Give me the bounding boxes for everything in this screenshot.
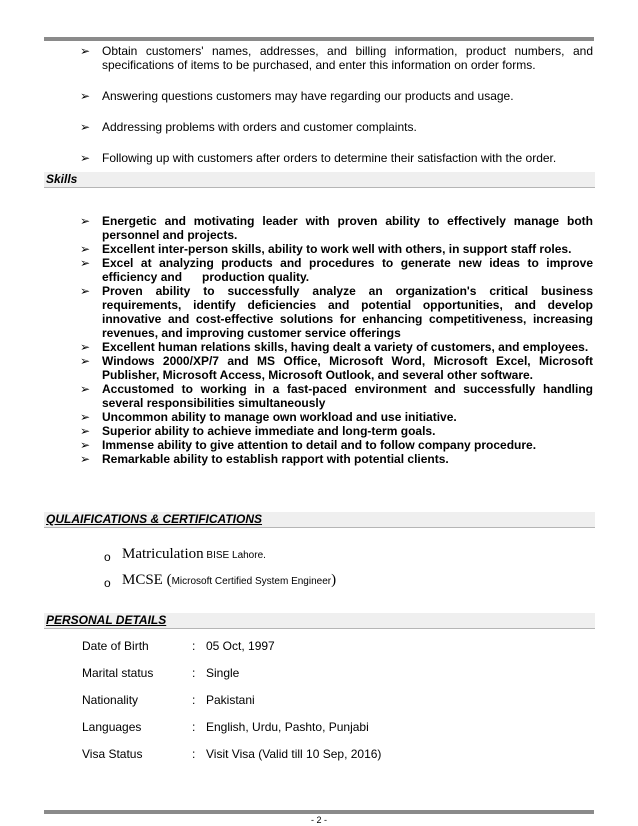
list-item: ➢ Immense ability to give attention to detail and to follow company procedure. [80,438,537,452]
list-item: ➢ Windows 2000/XP/7 and MS Office, Microsoft Word, Microsoft Excel, Microsoft Publisher, Microsoft Access, Microsoft Outlook, and several other software. [80,354,593,382]
circle-bullet-icon: o [104,550,111,564]
arrow-bullet-icon: ➢ [80,424,91,438]
arrow-bullet-icon: ➢ [80,452,91,466]
skills-list [80,214,597,466]
arrow-bullet-icon: ➢ [80,340,91,354]
arrow-bullet-icon: ➢ [80,354,91,368]
list-item: ➢ Excel at analyzing products and procedures to generate new ideas to improve efficiency and production quality. [80,256,597,284]
top-rule [44,37,594,41]
list-item: ➢ Excellent inter-person skills, ability to work well with others, in support staff roles. [80,242,572,256]
qualifications-list [104,544,336,596]
list-item: ➢ Superior ability to achieve immediate and long-term goals. [80,424,436,438]
arrow-bullet-icon: ➢ [80,89,91,103]
list-item: ➢ Answering questions customers may have regarding our products and usage. [80,89,514,103]
list-item: ➢ Proven ability to successfully analyze an organization's critical business requirements, identify deficiencies and potential opportunities, and develop innovative and cost-effective solutions for enhancing competitiveness, increasing revenues, and improving customer service offerings [80,284,593,340]
duties-list [80,44,593,182]
arrow-bullet-icon: ➢ [80,151,91,165]
list-item: ➢ Following up with customers after orders to determine their satisfaction with the order. [80,151,557,165]
arrow-bullet-icon: ➢ [80,242,91,256]
arrow-bullet-icon: ➢ [80,410,91,424]
list-item: ➢ Excellent human relations skills, having dealt a variety of customers, and employees. [80,340,589,354]
arrow-bullet-icon: ➢ [80,214,91,228]
list-item: o MCSE (Microsoft Certified System Engineer) [104,570,336,596]
skills-heading: Skills [44,172,595,188]
list-item: o Matriculation BISE Lahore. [104,544,336,570]
circle-bullet-icon: o [104,576,111,590]
arrow-bullet-icon: ➢ [80,382,91,396]
list-item: ➢ Energetic and motivating leader with proven ability to effectively manage both personnel and projects. [80,214,593,242]
arrow-bullet-icon: ➢ [80,44,91,58]
list-item: ➢ Obtain customers' names, addresses, and billing information, product numbers, and specifications of items to be purchased, and enter this information on order forms. [80,44,593,72]
qualifications-heading: QULAIFICATIONS & CERTIFICATIONS [44,512,595,528]
list-item: ➢ Accustomed to working in a fast-paced environment and successfully handling several responsibilities simultaneously [80,382,593,410]
list-item: ➢ Remarkable ability to establish rapport with potential clients. [80,452,449,466]
bottom-rule [44,810,594,814]
arrow-bullet-icon: ➢ [80,256,91,270]
personal-details-heading: PERSONAL DETAILS [44,613,595,629]
page-number: - 2 - [310,815,327,825]
arrow-bullet-icon: ➢ [80,438,91,452]
arrow-bullet-icon: ➢ [80,284,91,298]
list-item: ➢ Uncommon ability to manage own workload and use initiative. [80,410,457,424]
arrow-bullet-icon: ➢ [80,120,91,134]
list-item: ➢ Addressing problems with orders and customer complaints. [80,120,417,134]
